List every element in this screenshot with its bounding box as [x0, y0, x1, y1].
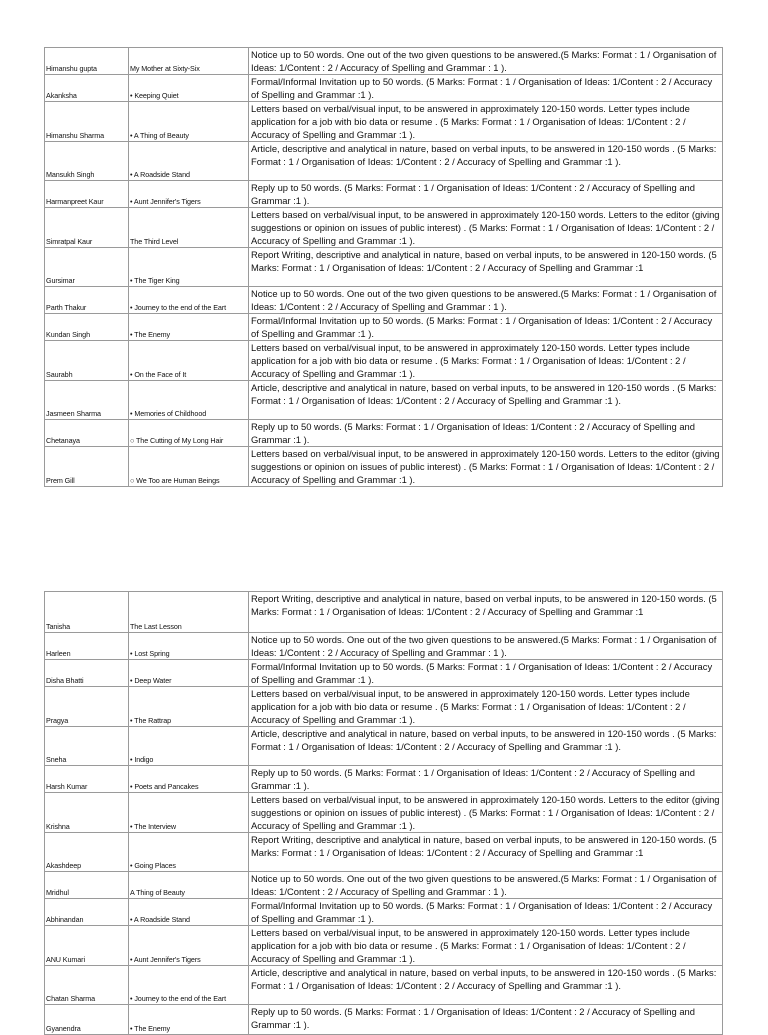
student-name: Abhinandan [45, 899, 129, 926]
task-description: Reply up to 50 words. (5 Marks: Format : 1 / Organisation of Ideas: 1/Content : 2 / Accuracy of Spelling and Grammar :1 ). [249, 766, 723, 793]
chapter-title: • Poets and Pancakes [129, 766, 249, 793]
task-description: Notice up to 50 words. One out of the two given questions to be answered.(5 Marks: Format : 1 / Organisation of Ideas: 1/Content : 2 / Accuracy of Spelling and Grammar : 1 ). [249, 48, 723, 75]
table-row [45, 872, 723, 899]
task-description: Article, descriptive and analytical in nature, based on verbal inputs, to be answered in 120-150 words . (5 Marks: Format : 1 / Organisation of Ideas: 1/Content : 2 / Accuracy of Spelling and Grammar :1 ). [249, 381, 723, 420]
chapter-title: • Journey to the end of the Eart [129, 966, 249, 1005]
student-name: Krishna [45, 793, 129, 833]
chapter-title: • The Rattrap [129, 687, 249, 727]
chapter-title: A Thing of Beauty [129, 872, 249, 899]
task-description: Article, descriptive and analytical in nature, based on verbal inputs, to be answered in 120-150 words . (5 Marks: Format : 1 / Organisation of Ideas: 1/Content : 2 / Accuracy of Spelling and Grammar :1 ). [249, 966, 723, 1005]
student-name: Parth Thakur [45, 287, 129, 314]
chapter-title: • Going Places [129, 833, 249, 872]
task-description: Letters based on verbal/visual input, to be answered in approximately 120-150 words. Letter types include application for a job with bio data or resume . (5 Marks: Format : 1 / Organisation of Ideas: 1/Content : 2 / Accuracy of Spelling and Grammar :1 ). [249, 102, 723, 142]
chapter-title: The Last Lesson [129, 592, 249, 633]
student-name: Kundan Singh [45, 314, 129, 341]
table-row [45, 833, 723, 872]
table-row [45, 420, 723, 447]
task-description: Reply up to 50 words. (5 Marks: Format : 1 / Organisation of Ideas: 1/Content : 2 / Accuracy of Spelling and Grammar :1 ). [249, 1005, 723, 1035]
student-name: Harleen [45, 633, 129, 660]
table-row [45, 766, 723, 793]
table-row [45, 899, 723, 926]
chapter-title: • Aunt Jennifer's Tigers [129, 181, 249, 208]
task-description: Formal/Informal Invitation up to 50 words. (5 Marks: Format : 1 / Organisation of Ideas: 1/Content : 2 / Accuracy of Spelling and Grammar :1 ). [249, 660, 723, 687]
task-description: Letters based on verbal/visual input, to be answered in approximately 120-150 words. Letter types include application for a job with bio data or resume . (5 Marks: Format : 1 / Organisation of Ideas: 1/Content : 2 / Accuracy of Spelling and Grammar :1 ). [249, 687, 723, 727]
table-row [45, 102, 723, 142]
table-row [45, 793, 723, 833]
table-row [45, 287, 723, 314]
task-description: Letters based on verbal/visual input, to be answered in approximately 120-150 words. Letters to the editor (giving suggestions or opinion on issues of public interest) . (5 Marks: Format : 1 / Organisation of Ideas: 1/Content : 2 / Accuracy of Spelling and Grammar :1 ). [249, 793, 723, 833]
chapter-title: • The Tiger King [129, 248, 249, 287]
student-name: Akashdeep [45, 833, 129, 872]
chapter-title: • Deep Water [129, 660, 249, 687]
chapter-title: My Mother at Sixty-Six [129, 48, 249, 75]
task-description: Report Writing, descriptive and analytical in nature, based on verbal inputs, to be answered in 120-150 words. (5 Marks: Format : 1 / Organisation of Ideas: 1/Content : 2 / Accuracy of Spelling and Grammar :1 [249, 248, 723, 287]
chapter-title: • Lost Spring [129, 633, 249, 660]
assignment-table-1 [44, 47, 723, 487]
table-row [45, 381, 723, 420]
task-description: Letters based on verbal/visual input, to be answered in approximately 120-150 words. Letters to the editor (giving suggestions or opinion on issues of public interest) . (5 Marks: Format : 1 / Organisation of Ideas: 1/Content : 2 / Accuracy of Spelling and Grammar :1 ). [249, 208, 723, 248]
task-description: Notice up to 50 words. One out of the two given questions to be answered.(5 Marks: Format : 1 / Organisation of Ideas: 1/Content : 2 / Accuracy of Spelling and Grammar : 1 ). [249, 872, 723, 899]
assignment-table-2 [44, 591, 723, 1035]
student-name: Pragya [45, 687, 129, 727]
table-row [45, 592, 723, 633]
table-row [45, 181, 723, 208]
task-description: Letters based on verbal/visual input, to be answered in approximately 120-150 words. Letters to the editor (giving suggestions or opinion on issues of public interest) . (5 Marks: Format : 1 / Organisation of Ideas: 1/Content : 2 / Accuracy of Spelling and Grammar :1 ). [249, 447, 723, 487]
student-name: Jasmeen Sharma [45, 381, 129, 420]
student-name: Himanshu gupta [45, 48, 129, 75]
student-name: Prem Gill [45, 447, 129, 487]
chapter-title: • Aunt Jennifer's Tigers [129, 926, 249, 966]
student-name: Disha Bhatti [45, 660, 129, 687]
task-description: Article, descriptive and analytical in nature, based on verbal inputs, to be answered in 120-150 words . (5 Marks: Format : 1 / Organisation of Ideas: 1/Content : 2 / Accuracy of Spelling and Grammar :1 ). [249, 727, 723, 766]
student-name: Simratpal Kaur [45, 208, 129, 248]
table-row [45, 447, 723, 487]
student-name: Saurabh [45, 341, 129, 381]
table-row [45, 248, 723, 287]
student-name: Chetanaya [45, 420, 129, 447]
task-description: Formal/Informal Invitation up to 50 words. (5 Marks: Format : 1 / Organisation of Ideas: 1/Content : 2 / Accuracy of Spelling and Grammar :1 ). [249, 75, 723, 102]
task-description: Notice up to 50 words. One out of the two given questions to be answered.(5 Marks: Format : 1 / Organisation of Ideas: 1/Content : 2 / Accuracy of Spelling and Grammar : 1 ). [249, 287, 723, 314]
student-name: Akanksha [45, 75, 129, 102]
student-name: Mridhul [45, 872, 129, 899]
chapter-title: ○ We Too are Human Beings [129, 447, 249, 487]
chapter-title: • The Enemy [129, 1005, 249, 1035]
student-name: Himanshu Sharma [45, 102, 129, 142]
table-row [45, 966, 723, 1005]
chapter-title: • A Roadside Stand [129, 142, 249, 181]
task-description: Formal/Informal Invitation up to 50 words. (5 Marks: Format : 1 / Organisation of Ideas: 1/Content : 2 / Accuracy of Spelling and Grammar :1 ). [249, 314, 723, 341]
student-name: Gyanendra [45, 1005, 129, 1035]
table-1-body [45, 48, 723, 487]
student-name: Tanisha [45, 592, 129, 633]
chapter-title: • The Interview [129, 793, 249, 833]
table-row [45, 48, 723, 75]
task-description: Notice up to 50 words. One out of the two given questions to be answered.(5 Marks: Format : 1 / Organisation of Ideas: 1/Content : 2 / Accuracy of Spelling and Grammar : 1 ). [249, 633, 723, 660]
table-row [45, 314, 723, 341]
task-description: Reply up to 50 words. (5 Marks: Format : 1 / Organisation of Ideas: 1/Content : 2 / Accuracy of Spelling and Grammar :1 ). [249, 420, 723, 447]
task-description: Report Writing, descriptive and analytical in nature, based on verbal inputs, to be answered in 120-150 words. (5 Marks: Format : 1 / Organisation of Ideas: 1/Content : 2 / Accuracy of Spelling and Grammar :1 [249, 833, 723, 872]
chapter-title: • Journey to the end of the Eart [129, 287, 249, 314]
table-row [45, 1005, 723, 1035]
student-name: ANU Kumari [45, 926, 129, 966]
chapter-title: ○ The Cutting of My Long Hair [129, 420, 249, 447]
table-row [45, 142, 723, 181]
task-description: Formal/Informal Invitation up to 50 words. (5 Marks: Format : 1 / Organisation of Ideas: 1/Content : 2 / Accuracy of Spelling and Grammar :1 ). [249, 899, 723, 926]
table-row [45, 660, 723, 687]
table-row [45, 687, 723, 727]
table-row [45, 727, 723, 766]
chapter-title: • Memories of Childhood [129, 381, 249, 420]
chapter-title: • Keeping Quiet [129, 75, 249, 102]
table-row [45, 75, 723, 102]
table-row [45, 341, 723, 381]
chapter-title: • A Thing of Beauty [129, 102, 249, 142]
chapter-title: • The Enemy [129, 314, 249, 341]
student-name: Chatan Sharma [45, 966, 129, 1005]
task-description: Report Writing, descriptive and analytical in nature, based on verbal inputs, to be answered in 120-150 words. (5 Marks: Format : 1 / Organisation of Ideas: 1/Content : 2 / Accuracy of Spelling and Grammar :1 [249, 592, 723, 633]
student-name: Harmanpreet Kaur [45, 181, 129, 208]
chapter-title: The Third Level [129, 208, 249, 248]
student-name: Sneha [45, 727, 129, 766]
table-row [45, 926, 723, 966]
chapter-title: • Indigo [129, 727, 249, 766]
student-name: Harsh Kumar [45, 766, 129, 793]
task-description: Letters based on verbal/visual input, to be answered in approximately 120-150 words. Letter types include application for a job with bio data or resume . (5 Marks: Format : 1 / Organisation of Ideas: 1/Content : 2 / Accuracy of Spelling and Grammar :1 ). [249, 341, 723, 381]
task-description: Reply up to 50 words. (5 Marks: Format : 1 / Organisation of Ideas: 1/Content : 2 / Accuracy of Spelling and Grammar :1 ). [249, 181, 723, 208]
task-description: Article, descriptive and analytical in nature, based on verbal inputs, to be answered in 120-150 words . (5 Marks: Format : 1 / Organisation of Ideas: 1/Content : 2 / Accuracy of Spelling and Grammar :1 ). [249, 142, 723, 181]
student-name: Mansukh Singh [45, 142, 129, 181]
chapter-title: • On the Face of It [129, 341, 249, 381]
chapter-title: • A Roadside Stand [129, 899, 249, 926]
table-row [45, 208, 723, 248]
table-2-body [45, 592, 723, 1035]
student-name: Gursimar [45, 248, 129, 287]
task-description: Letters based on verbal/visual input, to be answered in approximately 120-150 words. Letter types include application for a job with bio data or resume . (5 Marks: Format : 1 / Organisation of Ideas: 1/Content : 2 / Accuracy of Spelling and Grammar :1 ). [249, 926, 723, 966]
table-row [45, 633, 723, 660]
